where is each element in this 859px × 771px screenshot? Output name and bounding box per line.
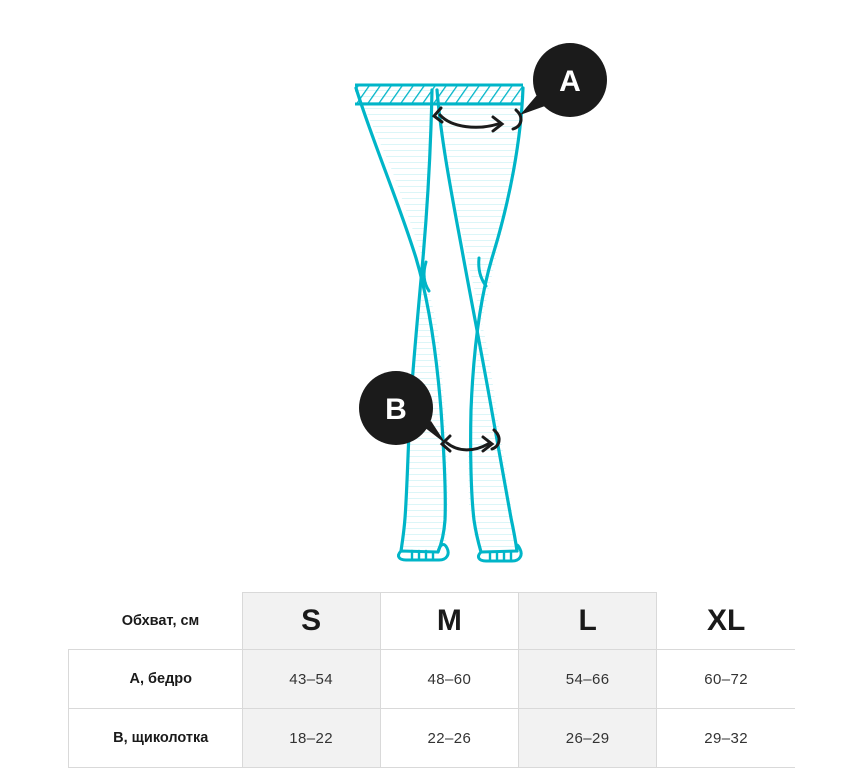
row-label-ankle: B, щиколотка	[69, 709, 243, 768]
table-row-header-label: Обхват, см	[69, 593, 243, 650]
cell-thigh-xl: 60–72	[657, 650, 795, 709]
size-table-container	[68, 592, 795, 768]
cell-ankle-s: 18–22	[242, 709, 380, 768]
marker-b-label: B	[385, 393, 407, 426]
cell-thigh-m: 48–60	[380, 650, 518, 709]
marker-a-label: A	[559, 65, 581, 98]
size-column-header-m: M	[380, 593, 518, 650]
cell-thigh-l: 54–66	[519, 650, 657, 709]
size-column-header-s: S	[242, 593, 380, 650]
size-column-header-xl: XL	[657, 593, 795, 650]
marker-a	[520, 43, 607, 117]
row-label-thigh: A, бедро	[69, 650, 243, 709]
table-row	[69, 650, 796, 709]
size-column-header-l: L	[519, 593, 657, 650]
size-table	[68, 592, 795, 768]
cell-ankle-xl: 29–32	[657, 709, 795, 768]
cell-thigh-s: 43–54	[242, 650, 380, 709]
table-row	[69, 709, 796, 768]
table-row	[69, 593, 796, 650]
cell-ankle-m: 22–26	[380, 709, 518, 768]
cell-ankle-l: 26–29	[519, 709, 657, 768]
